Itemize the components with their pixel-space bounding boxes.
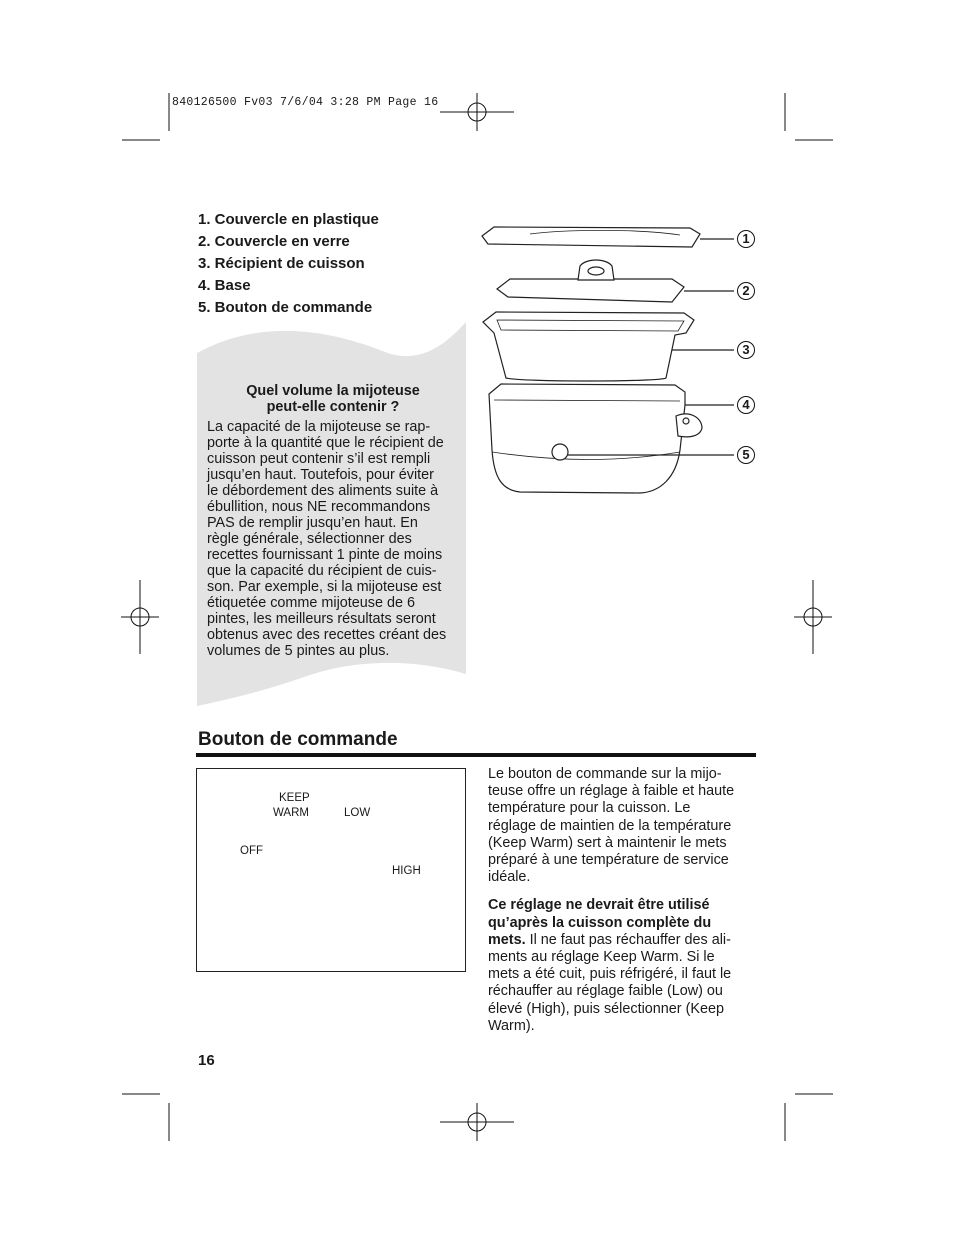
callout-5: 5 [737,446,755,464]
crock-drawing [483,312,694,381]
sidebar-title [207,383,459,415]
print-slug: 840126500 Fv03 7/6/04 3:28 PM Page 16 [172,96,439,109]
parts-list-item: 3. Récipient de cuisson [198,255,365,272]
knob-label-low: LOW [344,807,371,819]
control-paragraph-2 [488,897,750,1035]
knob-label-warm: WARM [273,807,309,819]
capacity-sidebar [207,383,459,659]
sidebar-title-line: Quel volume la mijoteuse [246,383,420,399]
parts-list [198,209,379,319]
slow-cooker-illustration [482,227,734,493]
control-paragraph-2-rest: Il ne faut pas réchauffer des ali- ments au réglage Keep Warm. Si le mets a été cuit, puis réfrigéré, il faut le réchauffer au réglage faible (Low) ou élevé (High), puis sélectionner (Keep Warm). [488,931,732,1034]
section-rule [196,753,756,757]
page-number: 16 [198,1052,215,1069]
parts-list-item: 2. Couvercle en verre [198,233,350,250]
registration-mark-bottom [440,1103,514,1141]
callout-2: 2 [737,282,755,300]
control-paragraph-2-bold: Ce réglage ne devrait être utilisé qu’après la cuisson complète du mets. [488,897,712,948]
callout-4: 4 [737,396,755,414]
plastic-lid-drawing [482,227,700,247]
sidebar-body: La capacité de la mijoteuse se rap- porte à la quantité que le récipient de cuisson peut contenir s’il est rempli jusqu’en haut. Toutefois, pour éviter le débordement des aliments suite à ébullition, nous NE recommandons PAS de remplir jusqu’en haut. En règle générale, sélectionner des recettes fournissant 1 pinte de moins que la capacité du récipient de cuis- son. Par exemple, si la mijoteuse est étiquetée comme mijoteuse de 6 pintes, les meilleurs résultats seront obtenus avec des recettes créant des volumes de 5 pintes au plus. [207,419,447,659]
parts-list-item: 4. Base [198,277,251,294]
control-paragraph-1: Le bouton de commande sur la mijo- teuse offre un réglage à faible et haute température pour la cuisson. Le réglage de maintien de la température (Keep Warm) sert à maintenir le mets préparé à une température de service idéale. [488,766,735,886]
parts-list-item: 1. Couvercle en plastique [198,211,379,228]
parts-list-item: 5. Bouton de commande [198,299,373,316]
knob-label-keep: KEEP [279,792,310,804]
control-description [488,766,750,1046]
registration-mark-top [440,93,514,131]
registration-mark-right [794,580,832,654]
knob-label-high: HIGH [392,865,421,877]
glass-lid-drawing [497,279,684,302]
callout-3: 3 [737,341,755,359]
sidebar-title-line: peut-elle contenir ? [266,399,400,415]
callout-1: 1 [737,230,755,248]
section-title: Bouton de commande [198,729,398,750]
knob-label-off: OFF [240,845,263,857]
registration-mark-left [121,580,159,654]
knob-diagram-box [196,768,466,972]
